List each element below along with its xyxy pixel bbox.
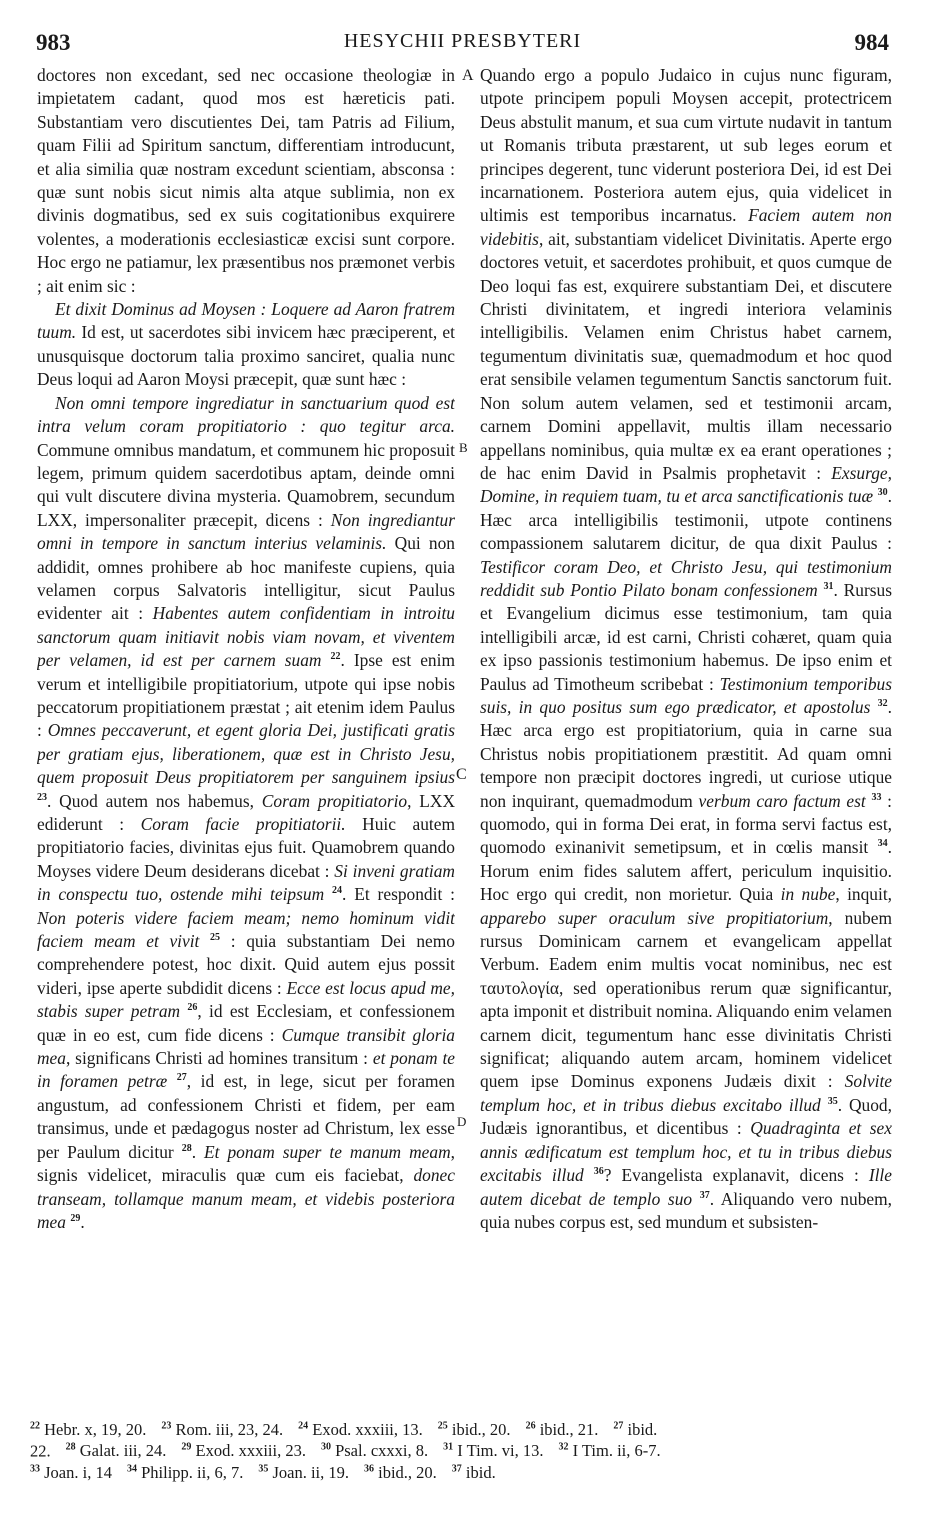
footnote-number: 31	[443, 1441, 454, 1453]
footnote-entry	[452, 1463, 496, 1482]
footnote-number: 24	[298, 1420, 309, 1431]
footnote-reference: 24	[332, 885, 343, 897]
footnote-citation: Joan. i, 14	[44, 1462, 112, 1482]
footnote-reference: 25	[210, 932, 221, 944]
footnote-entry	[443, 1441, 543, 1460]
footnote-number: 34	[126, 1463, 137, 1475]
footnote-citation: ibid., 21.	[539, 1419, 599, 1439]
footnote-entry	[30, 1441, 51, 1460]
footnote-entry	[161, 1420, 283, 1439]
footnote-citation: Rom. iii, 23, 24.	[175, 1419, 284, 1439]
paragraph: doctores non excedant, sed nec occasione theologiæ in impietatem cadant, quod mos est hæreticis pati. Substantiam vero discutientes Dei, tam Patris ad Filium, quam Filii ad Spiritum sanctum, differentiam introducunt, et alia similia quæ nostram excedunt scientiam, absconsa : quæ sunt nobis sicut nimis alta atque sublimia, non ex divinis dogmatibus, sed ex suis cogitationibus exquirere volentes, a moderationis ecclesiasticæ excisi sunt corpore. Hoc ergo ne patiamur, lex præsentibus nos præmonet verbis ; ait enim sic :	[37, 65, 455, 296]
footnote-citation: Psal. cxxxi, 8.	[335, 1441, 429, 1461]
footnote-number: 35	[258, 1463, 269, 1475]
footnote-citation: ibid.	[627, 1419, 658, 1439]
footnote-citation: 22.	[30, 1441, 51, 1461]
left-page-number: 983	[36, 30, 71, 55]
footnote-citation: ibid., 20.	[378, 1462, 437, 1482]
margin-letter-c: C	[456, 766, 467, 783]
footnote-entry	[558, 1441, 660, 1460]
right-page-number: 984	[854, 30, 889, 55]
footnote-reference: 32	[877, 698, 888, 710]
footnote-citation: Hebr. x, 19, 20.	[44, 1419, 147, 1439]
footnote-entry	[526, 1420, 599, 1439]
footnote-reference: 27	[176, 1072, 187, 1084]
footnote-reference: 26	[187, 1002, 198, 1014]
margin-letter-d: D	[457, 1114, 467, 1129]
footnote-citation: ibid., 20.	[451, 1419, 511, 1439]
footnote-citation: Exod. xxxiii, 23.	[195, 1441, 306, 1461]
paragraph: Et dixit Dominus ad Moysen : Loquere ad Aaron fratrem tuum. Id est, ut sacerdotes sibi invicem hæc præciperent, et unusquisque doctorum talia proximo sanciret, qualia nunc Deus loqui ad Aaron Moysi præcepit, quæ sunt hæc :	[37, 299, 455, 390]
right-text-column	[480, 64, 892, 1404]
paragraph: Non omni tempore ingrediatur in sanctuarium quod est intra velum coram propitiatorio : quo tegitur arca. Commune omnibus mandatum, et communem hic proposuit legem, primum quidem sacerdotibus aptam, deinde omni qui vult discutere divina mysteria. Quamobrem, secundum LXX, impersonaliter præcepit, dicens : Non ingrediantur omni in tempore in sanctum interius velaminis. Qui non addidit, omnes prohibere ab hoc manifeste cupiens, quia velamen corpus Salvatoris intelligitur, sicut Paulus evidenter ait : Habentes autem confidentiam in introitu sanctorum quam initiavit nobis viam novam, et viventem per velamen, id est per carnem suam $^{22}$. Ipse est enim verum et intelligibile propitiatorium, utpote qui ipse nobis peccatorum propitiationem præstat ; ait etenim idem Paulus : Omnes peccaverunt, et egent gloria Dei, justificati gratis per gratiam ejus, liberationem, quæ est in Christo Jesu, quem proposuit Deus propitiatorem per sanguinem ipsius $^{23}$. Quod autem nos habemus, Coram propitiatorio, LXX ediderunt : Coram facie propitiatorii. Huic autem propitiatorio facies, divinitas ejus fuit. Quamobrem quando Moyses videre Deum desiderans dicebat : Si inveni gratiam in conspectu tuo, ostende mihi teipsum $^{24}$. Et respondit : Non poteris videre faciem meam; nemo hominum vidit faciem meam et vivit $^{25}$ : quia substantiam Dei nemo comprehendere potest, hoc dixit. Quid autem ejus possit videri, ipse aperte subdidit dicens : Ecce est locus apud me, stabis super petram $^{26}$, id est Ecclesiam, et confessionem quæ in eo est, cum fide dicens : Cumque transibit gloria mea, significans Christi ad homines transitum : et ponam te in foramen petræ $^{27}$, id est, in lege, sicut per foramen angustum, ad confessionem Christi et fidem, per eam transimus, unde et pædagogus noster ad Christum, lex esse per Paulum dicitur $^{28}$. Et ponam super te manum meam, signis videlicet, miraculis quæ cum eis faciebat, donec transeam, tollamque manum meam, et videbis posteriora mea $^{29}$.	[37, 392, 455, 1232]
footnote-number: 25	[437, 1420, 448, 1431]
footnote-number: 27	[613, 1420, 624, 1431]
footnote-number: 23	[161, 1420, 172, 1431]
footnote-citation: Galat. iii, 24.	[79, 1441, 167, 1461]
footnote-line	[30, 1439, 891, 1461]
footnote-entry	[66, 1441, 167, 1460]
footnote-number: 33	[30, 1463, 40, 1475]
footnote-number: 29	[181, 1441, 192, 1453]
paragraph: Quando ergo a populo Judaico in cujus nunc figuram, utpote principem populi Moysen accepit, protectricem Deus abstulit manum, et sua cum virtute nudavit in tantum ut Romanis tributa præstarent, ut sub leges eorum et principes degerent, tunc viderunt posteriora Dei, id est Dei incarnationem. Posteriora autem ejus, quia videlicet in ultimis est temporibus incarnatus. Faciem autem non videbitis, ait, substantiam videlicet Divinitatis. Aperte ergo doctores vetuit, et sacerdotes prohibuit, et quos cumque de Deo loqui fas est, exquirere substantiam Dei, et discutere Christi divinitatem, et ingredi interiora velaminis intelligibilis. Velamen enim Christus habet carnem, tegumentum divinitatis suæ, quemadmodum et hoc quod erat sensibile velamen tegumentum Sanctis sanctorum fuit. Non solum autem velamen, sed et testimonii arcam, carnem Domini appellavit, multis illam necessario appellans nominibus, quia multæ ex ea erant operationes ; de hac enim David in Psalmis prophetavit : Exsurge, Domine, in requiem tuam, tu et arca sanctificationis tuæ $^{30}$. Hæc arca intelligibilis testimonii, utpote continens compassionem salutarem dicitur, de qua dixit Paulus : Testificor coram Deo, et Christo Jesu, qui testimonium reddidit sub Pontio Pilato bonam confessionem $^{31}$. Rursus et Evangelium dicimus esse testimonium, tam quia intelligibili arcæ, id est carni, Christi cohæret, quam quia ex ipso passionis testimonium habemus. De ipso enim et Paulus ad Timotheum scribebat : Testimonium temporibus suis, in quo positus sum ego prædicator, et apostolus $^{32}$. Hæc arca ergo est propitiatorium, quia in carne sua Christus nobis propitiationem præstitit. Ad quam omni tempore non præcipit doctores ingredi, ut curiose utique non inquirant, quemadmodum verbum caro factum est $^{33}$ : quomodo, qui in forma Dei erat, in forma servi factus est, quomodo exinanivit semetipsum, et in cœlis mansit $^{34}$. Horum enim fides salutem affert, periculum inquisitio. Hoc ergo qui credit, non morietur. Quia in nube, inquit, apparebo super oraculum sive propitiatorium, nubem rursus Dominicam carnem et evangelicam appellat Verbum. Eadem enim multis vocat nominibus, nec est ταυτολογία, sed operationibus rerum quæ significantur, apta imponit et distribuit nomina. Aliquando enim velamen carnem dicit, tegumentum hanc esse divinitatis Christi significat; aliquando autem arcam, hominem videlicet quem ipse Dominus exponens Judæis dixit : Solvite templum hoc, et in tribus diebus excitabo illud $^{35}$. Quod, Judæis ignorantibus, et dicentibus : Quadraginta et sex annis ædificatum est templum hoc, et tu in tribus diebus excitabis illud $^{36}$? Evangelista explanavit, dicens : Ille autem dicebat de templo suo $^{37}$. Aliquando vero nubem, quia nubes corpus est, sed mundum et subsisten-	[480, 65, 892, 1232]
footnote-citation: Philipp. ii, 6, 7.	[141, 1462, 244, 1482]
footnote-reference: 35	[827, 1096, 838, 1108]
footnote-entry	[364, 1463, 437, 1482]
footnote-citation: I Tim. ii, 6-7.	[572, 1441, 661, 1461]
footnote-entry	[321, 1441, 428, 1460]
footnote-entry	[298, 1420, 423, 1439]
footnote-reference: 29	[70, 1213, 81, 1225]
footnote-number: 28	[65, 1441, 76, 1453]
left-text-column	[37, 64, 455, 1404]
footnote-citation: ibid.	[465, 1462, 496, 1482]
footnote-citation: Exod. xxxiii, 13.	[312, 1419, 423, 1439]
footnote-number: 37	[451, 1463, 462, 1475]
footnote-reference: 33	[871, 791, 882, 803]
footnote-number: 26	[525, 1420, 536, 1431]
footnote-entry	[613, 1420, 657, 1439]
footnotes	[30, 1417, 891, 1482]
footnote-entry	[30, 1420, 146, 1439]
running-header	[36, 30, 889, 58]
footnote-reference: 23	[37, 791, 47, 803]
footnote-number: 32	[558, 1441, 569, 1453]
footnote-line	[30, 1417, 891, 1439]
footnote-reference: 34	[877, 838, 888, 850]
running-title: HESYCHII PRESBYTERI	[343, 30, 582, 52]
margin-letter-a: A	[462, 67, 474, 84]
footnote-reference: 31	[823, 581, 834, 593]
footnote-entry	[258, 1463, 349, 1482]
footnote-entry	[181, 1441, 306, 1460]
footnote-number: 30	[320, 1441, 331, 1453]
footnote-citation: I Tim. vi, 13.	[457, 1441, 544, 1461]
footnote-reference: 37	[699, 1189, 710, 1201]
footnote-number: 36	[364, 1463, 374, 1475]
margin-letter-b: B	[459, 440, 468, 455]
footnote-reference: 22	[330, 651, 341, 663]
footnote-reference: 28	[181, 1142, 192, 1154]
footnote-entry	[438, 1420, 511, 1439]
footnote-reference: 30	[877, 487, 888, 499]
footnote-entry	[30, 1463, 112, 1482]
footnote-number: 22	[30, 1420, 40, 1431]
footnote-reference: 36	[593, 1166, 604, 1178]
footnote-line	[30, 1460, 891, 1482]
footnote-entry	[127, 1463, 243, 1482]
footnote-citation: Joan. ii, 19.	[272, 1462, 349, 1482]
